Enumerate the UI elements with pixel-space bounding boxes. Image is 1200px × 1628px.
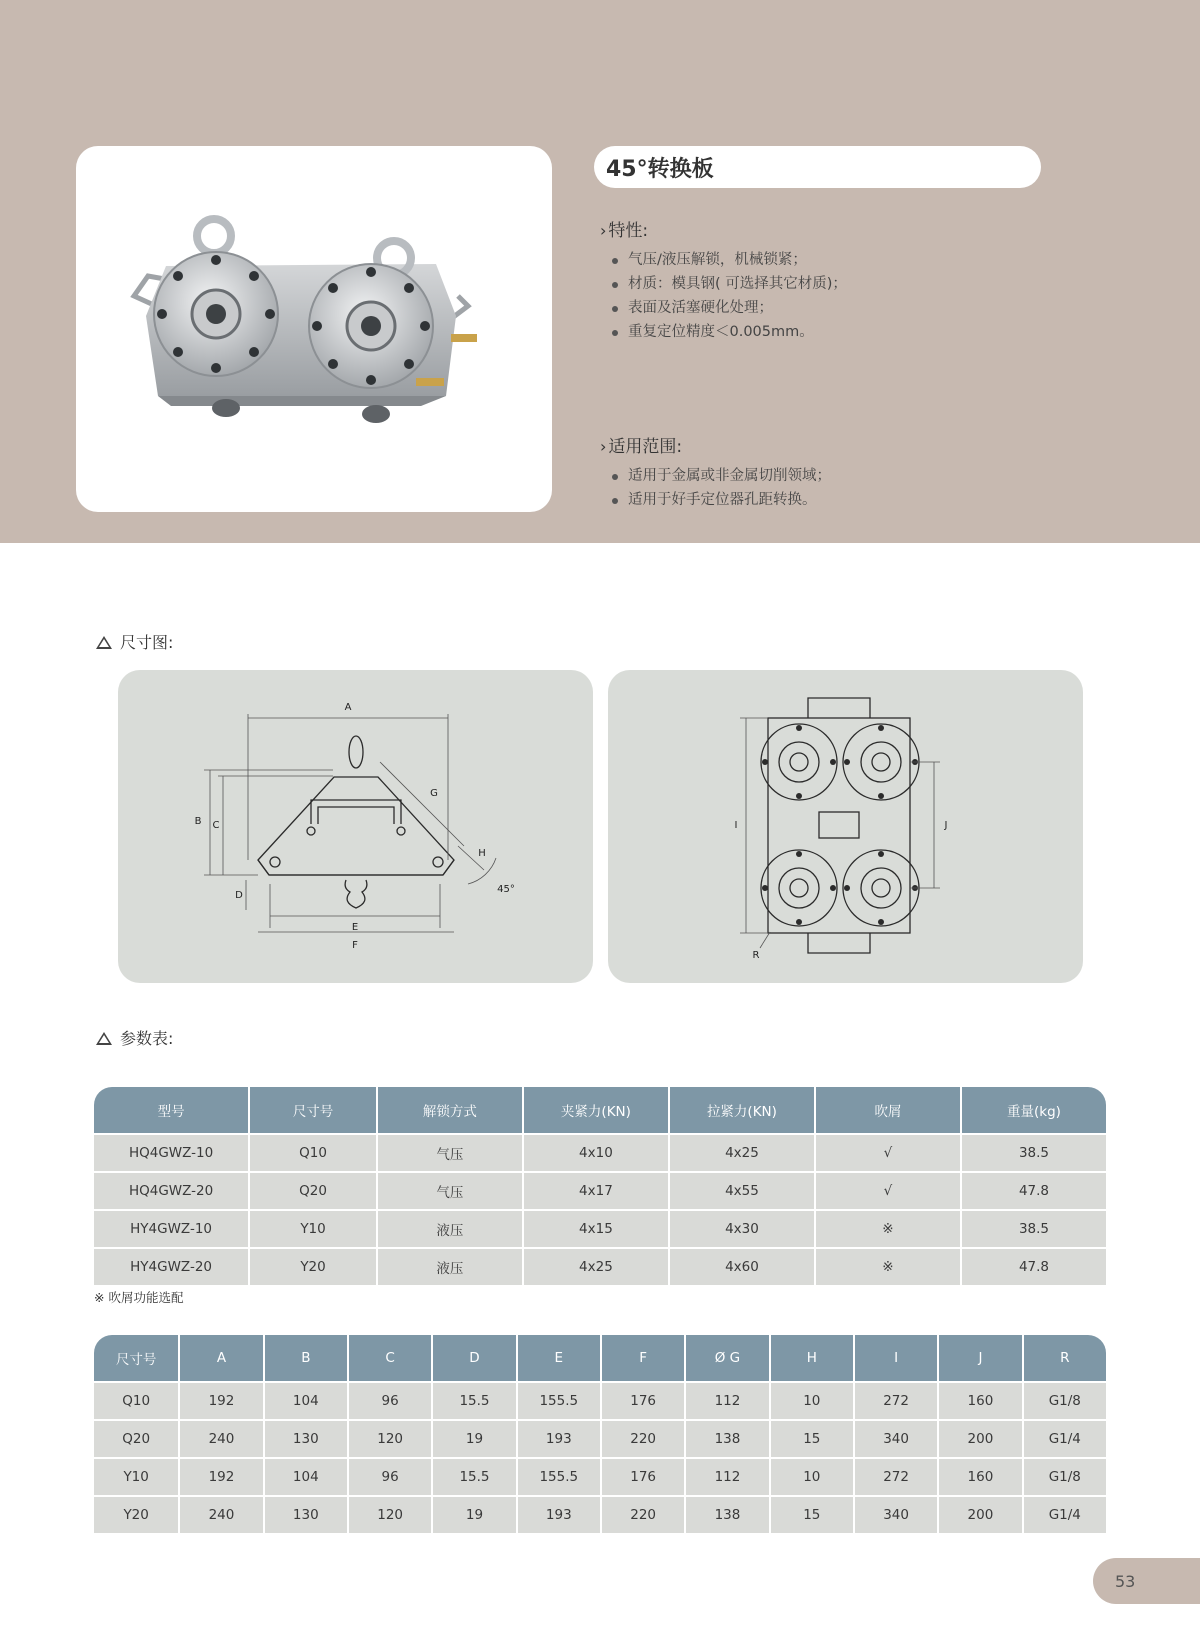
page-number: 53 <box>1115 1571 1136 1591</box>
table-row <box>94 1421 1106 1457</box>
table-cell: 240 <box>180 1421 262 1457</box>
table-cell: 130 <box>265 1421 347 1457</box>
table-cell: 220 <box>602 1497 684 1533</box>
column-header: B <box>265 1335 347 1381</box>
table-cell: 160 <box>939 1383 1021 1419</box>
column-header: F <box>602 1335 684 1381</box>
table-cell: HY4GWZ-10 <box>94 1211 248 1247</box>
column-header: C <box>349 1335 431 1381</box>
table-cell: Q20 <box>250 1173 376 1209</box>
table-cell: 340 <box>855 1497 937 1533</box>
table-cell: 104 <box>265 1383 347 1419</box>
table-cell: 160 <box>939 1459 1021 1495</box>
table-cell: G1/4 <box>1024 1497 1106 1533</box>
scope-heading: › 适用范围: <box>600 437 683 457</box>
table-cell: 4x10 <box>524 1135 668 1171</box>
table-cell: 192 <box>180 1459 262 1495</box>
table-cell: HQ4GWZ-20 <box>94 1173 248 1209</box>
feature-item: 材质：模具钢( 可选择其它材质)； <box>606 272 847 296</box>
table-row <box>94 1383 1106 1419</box>
dim-label-d: D <box>235 890 243 901</box>
column-header: 型号 <box>94 1087 248 1133</box>
feature-item: 重复定位精度＜0.005mm。 <box>606 320 847 344</box>
features-list <box>606 248 847 344</box>
table-cell: 气压 <box>378 1135 522 1171</box>
table-cell: 液压 <box>378 1249 522 1285</box>
dimension-table <box>92 1333 1108 1535</box>
param-heading: 参数表: <box>96 1026 173 1049</box>
triangle-icon <box>96 636 112 649</box>
table-row <box>94 1497 1106 1533</box>
table-cell: 272 <box>855 1383 937 1419</box>
column-header: Ø G <box>686 1335 768 1381</box>
table-cell: 47.8 <box>962 1249 1106 1285</box>
scope-item: 适用于金属或非金属切削领域； <box>606 464 831 488</box>
table-cell: 4x25 <box>670 1135 814 1171</box>
table-cell: 120 <box>349 1497 431 1533</box>
product-title: 45°转换板 <box>606 156 714 182</box>
dim-label-h: H <box>478 848 486 859</box>
table-header-row <box>94 1335 1106 1381</box>
table-cell: 200 <box>939 1497 1021 1533</box>
table-cell: 38.5 <box>962 1211 1106 1247</box>
dimension-heading: 尺寸图: <box>96 630 173 653</box>
dim-label-a: A <box>344 702 352 713</box>
model-spec-table <box>92 1085 1108 1287</box>
chevron-right-icon: › <box>600 437 607 456</box>
table-cell: 15 <box>771 1421 853 1457</box>
table-cell: 240 <box>180 1497 262 1533</box>
table-cell: 液压 <box>378 1211 522 1247</box>
table-cell: Q10 <box>94 1383 178 1419</box>
table-cell: 193 <box>518 1421 600 1457</box>
table-cell: 220 <box>602 1421 684 1457</box>
table-cell: G1/8 <box>1024 1383 1106 1419</box>
column-header: 重量(kg) <box>962 1087 1106 1133</box>
dim-label-i: I <box>734 820 738 831</box>
table-cell: 192 <box>180 1383 262 1419</box>
column-header: A <box>180 1335 262 1381</box>
column-header: 尺寸号 <box>94 1335 178 1381</box>
table-cell: 47.8 <box>962 1173 1106 1209</box>
table-cell: 176 <box>602 1383 684 1419</box>
column-header: 解锁方式 <box>378 1087 522 1133</box>
table-cell: 96 <box>349 1383 431 1419</box>
chevron-right-icon: › <box>600 221 607 240</box>
table-cell: 176 <box>602 1459 684 1495</box>
table-cell: 4x55 <box>670 1173 814 1209</box>
table-cell: 4x60 <box>670 1249 814 1285</box>
table-note: ※ 吹屑功能选配 <box>94 1290 184 1305</box>
table-cell: G1/4 <box>1024 1421 1106 1457</box>
table-cell: 10 <box>771 1383 853 1419</box>
table-cell: 155.5 <box>518 1459 600 1495</box>
table-cell: 200 <box>939 1421 1021 1457</box>
features-heading: › 特性: <box>600 221 649 241</box>
column-header: 夹紧力(KN) <box>524 1087 668 1133</box>
table-cell: 138 <box>686 1421 768 1457</box>
table-cell: HQ4GWZ-10 <box>94 1135 248 1171</box>
table-cell: √ <box>816 1173 960 1209</box>
table-cell: 19 <box>433 1421 515 1457</box>
table-header-row <box>94 1087 1106 1133</box>
table-cell: Y10 <box>94 1459 178 1495</box>
table-cell: Y20 <box>250 1249 376 1285</box>
table-cell: 193 <box>518 1497 600 1533</box>
table-row <box>94 1249 1106 1285</box>
column-header: R <box>1024 1335 1106 1381</box>
table-cell: 38.5 <box>962 1135 1106 1171</box>
column-header: H <box>771 1335 853 1381</box>
table-cell: 4x17 <box>524 1173 668 1209</box>
table-cell: 10 <box>771 1459 853 1495</box>
column-header: E <box>518 1335 600 1381</box>
table-cell: 120 <box>349 1421 431 1457</box>
dim-label-angle: 45° <box>497 884 515 895</box>
dim-label-r: R <box>752 950 760 961</box>
table-cell: 130 <box>265 1497 347 1533</box>
page-number-tab <box>1093 1558 1200 1604</box>
column-header: 吹屑 <box>816 1087 960 1133</box>
dim-label-g: G <box>430 788 438 799</box>
table-cell: 15 <box>771 1497 853 1533</box>
column-header: 拉紧力(KN) <box>670 1087 814 1133</box>
feature-item: 表面及活塞硬化处理； <box>606 296 847 320</box>
table-cell: 4x25 <box>524 1249 668 1285</box>
table-cell: 气压 <box>378 1173 522 1209</box>
side-view-svg <box>118 670 593 983</box>
dim-label-j: J <box>944 820 948 831</box>
table-cell: 272 <box>855 1459 937 1495</box>
table-cell: 340 <box>855 1421 937 1457</box>
dim-label-f: F <box>352 940 358 951</box>
top-view-drawing <box>608 670 1083 983</box>
feature-item: 气压/液压解锁，机械锁紧； <box>606 248 847 272</box>
product-illustration <box>76 146 552 512</box>
table-cell: ※ <box>816 1249 960 1285</box>
column-header: J <box>939 1335 1021 1381</box>
table-cell: Y20 <box>94 1497 178 1533</box>
table-row <box>94 1173 1106 1209</box>
table-cell: Q10 <box>250 1135 376 1171</box>
product-photo <box>76 146 552 512</box>
side-view-drawing <box>118 670 593 983</box>
table-cell: 155.5 <box>518 1383 600 1419</box>
table-cell: 104 <box>265 1459 347 1495</box>
table-cell: 4x15 <box>524 1211 668 1247</box>
table-cell: √ <box>816 1135 960 1171</box>
table-cell: 15.5 <box>433 1383 515 1419</box>
table-cell: 15.5 <box>433 1459 515 1495</box>
table-cell: 112 <box>686 1459 768 1495</box>
column-header: I <box>855 1335 937 1381</box>
column-header: D <box>433 1335 515 1381</box>
table-cell: 138 <box>686 1497 768 1533</box>
scope-list <box>606 464 831 512</box>
page-title <box>594 146 1041 188</box>
triangle-icon <box>96 1032 112 1045</box>
table-row <box>94 1459 1106 1495</box>
table-cell: 19 <box>433 1497 515 1533</box>
table-cell: ※ <box>816 1211 960 1247</box>
table-row <box>94 1135 1106 1171</box>
table-cell: HY4GWZ-20 <box>94 1249 248 1285</box>
table-cell: Y10 <box>250 1211 376 1247</box>
scope-item: 适用于好手定位器孔距转换。 <box>606 488 831 512</box>
table-cell: Q20 <box>94 1421 178 1457</box>
table-cell: G1/8 <box>1024 1459 1106 1495</box>
dim-label-c: C <box>212 820 220 831</box>
table-cell: 112 <box>686 1383 768 1419</box>
table-cell: 4x30 <box>670 1211 814 1247</box>
dim-label-e: E <box>351 922 359 933</box>
table-row <box>94 1211 1106 1247</box>
dim-label-b: B <box>194 816 202 827</box>
column-header: 尺寸号 <box>250 1087 376 1133</box>
table-cell: 96 <box>349 1459 431 1495</box>
top-view-svg <box>608 670 1083 983</box>
